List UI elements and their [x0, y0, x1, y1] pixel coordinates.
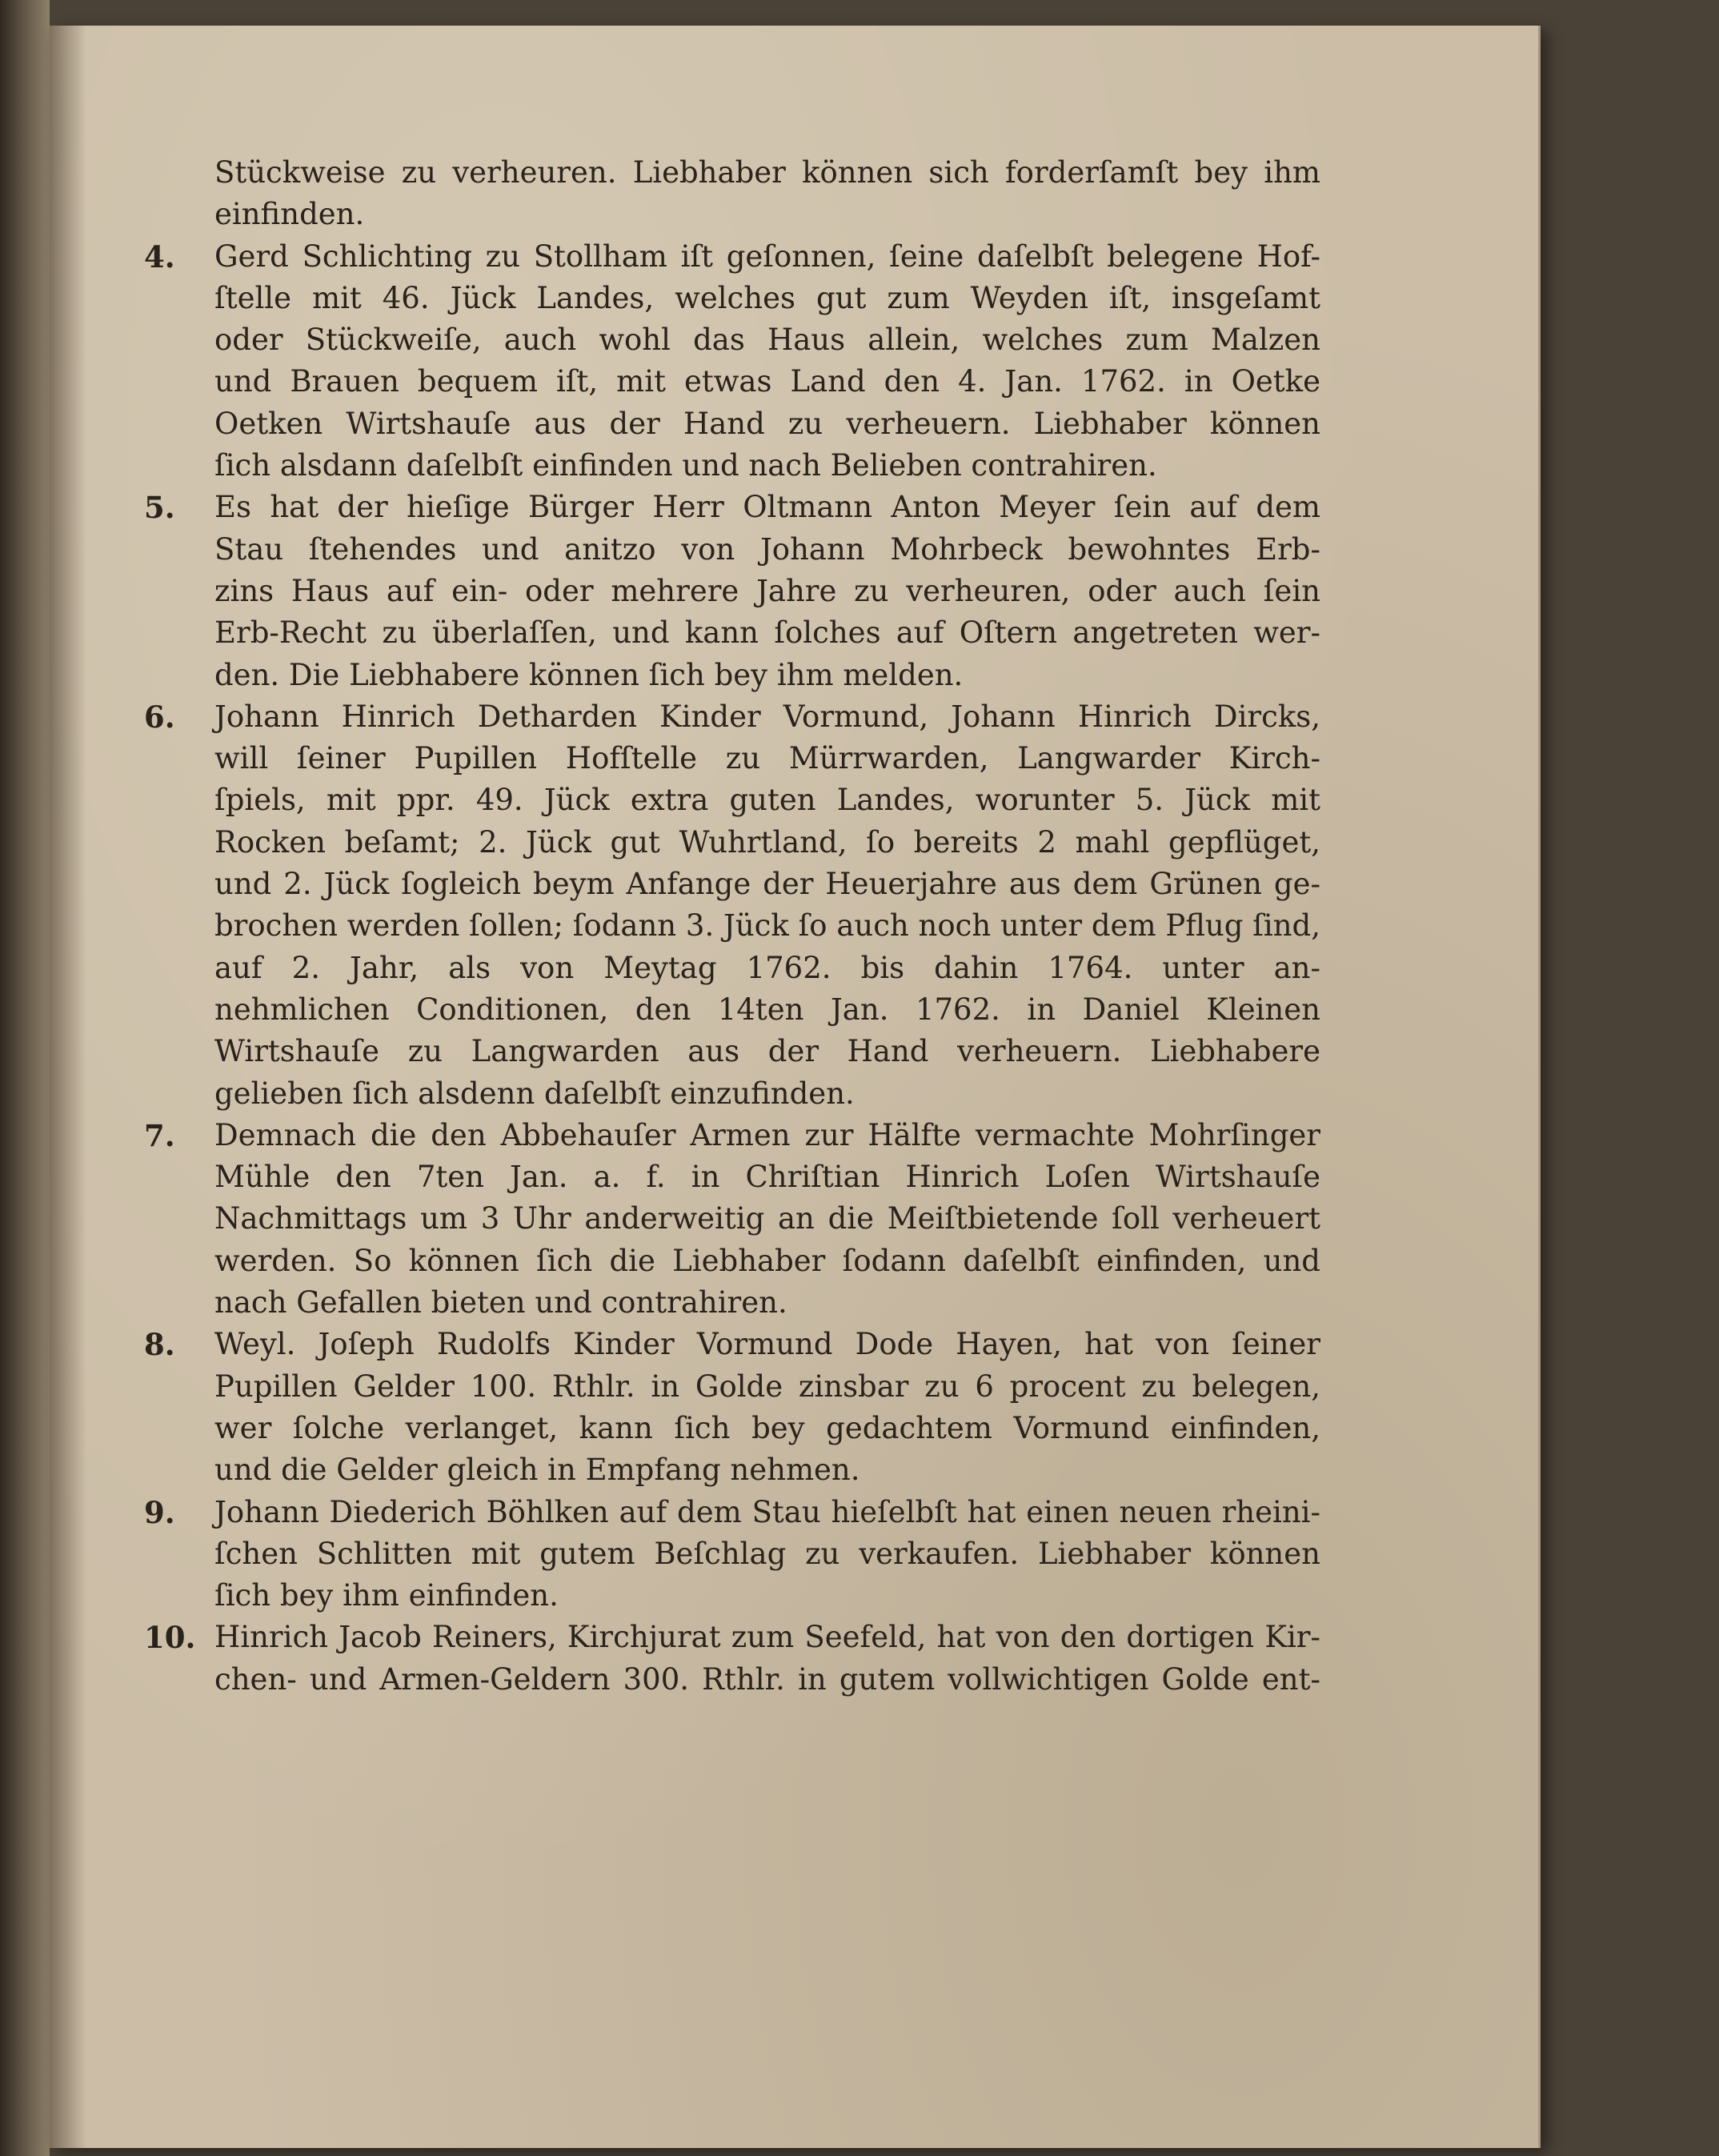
entry-body — [214, 1492, 1320, 1617]
text-line: und die Gelder gleich in Empfang nehmen. — [214, 1453, 860, 1488]
text-line: Hinrich Jacob Reiners, Kirchjurat zum Seefeld, hat von den dortigen Kir- — [214, 1620, 1320, 1655]
entry-number: 10. — [144, 1620, 196, 1656]
text-line: Stückweise zu verheuren. Liebhaber können sich forderſamſt bey ihm — [214, 155, 1320, 190]
text-line: oder Stückweiſe, auch wohl das Haus allein, welches zum Malzen — [214, 323, 1320, 358]
text-line: nach Gefallen bieten und contrahiren. — [214, 1285, 787, 1320]
text-line: chen- und Armen-Geldern 300. Rthlr. in gutem vollwichtigen Golde ent- — [214, 1661, 1320, 1697]
text-line: ſtelle mit 46. Jück Landes, welches gut zum Weyden iſt, insgeſamt — [214, 280, 1320, 315]
entry-body — [214, 696, 1320, 1115]
gutter-shadow — [50, 26, 86, 2148]
entry-body — [214, 236, 1320, 487]
text-line: gelieben ſich alsdenn daſelbſt einzufinden. — [214, 1076, 855, 1111]
text-line: will ſeiner Pupillen Hofſtelle zu Mürrwarden, Langwarder Kirch- — [214, 741, 1320, 776]
text-line: Wirtshauſe zu Langwarden aus der Hand verheuern. Liebhabere — [214, 1034, 1320, 1069]
entry-number: 9. — [144, 1494, 175, 1530]
entry-number: 4. — [144, 238, 175, 275]
text-line: den. Die Liebhabere können ſich bey ihm melden. — [214, 657, 964, 692]
text-line: Weyl. Joſeph Rudolfs Kinder Vormund Dode Hayen, hat von ſeiner — [214, 1327, 1320, 1362]
text-line: Johann Hinrich Detharden Kinder Vormund, Johann Hinrich Dircks, — [214, 699, 1320, 734]
entry-7 — [144, 1115, 1320, 1324]
entry-body — [214, 152, 1320, 236]
entry-4 — [144, 236, 1320, 487]
entry-number: 5. — [144, 490, 175, 526]
text-line: und 2. Jück ſogleich beym Anfange der Heuerjahre aus dem Grünen ge- — [214, 867, 1320, 902]
text-line: Rocken beſamt; 2. Jück gut Wuhrtland, ſo bereits 2 mahl gepflüget, — [214, 824, 1320, 860]
text-line: ſich bey ihm einfinden. — [214, 1578, 559, 1613]
binding-edge — [0, 0, 50, 2156]
entry-body — [214, 1324, 1320, 1491]
text-line: einfinden. — [214, 197, 365, 232]
entry-10 — [144, 1617, 1320, 1701]
text-line: auf 2. Jahr, als von Meytag 1762. bis dahin 1764. unter an- — [214, 950, 1320, 985]
entry-number: 8. — [144, 1327, 175, 1363]
entry-9 — [144, 1492, 1320, 1617]
entry-body — [214, 1617, 1320, 1701]
entry-body — [214, 1115, 1320, 1324]
entry-number: 6. — [144, 699, 175, 735]
text-line: Oetken Wirtshauſe aus der Hand zu verheuern. Liebhaber können — [214, 406, 1320, 441]
text-line: Erb-Recht zu überlaſſen, und kann ſolches auf Oſtern angetreten wer- — [214, 615, 1320, 651]
text-line: wer ſolche verlanget, kann ſich bey gedachtem Vormund einfinden, — [214, 1410, 1320, 1445]
text-line: Demnach die den Abbehauſer Armen zur Hälfte vermachte Mohrſinger — [214, 1117, 1320, 1152]
text-line: ſich alsdann daſelbſt einfinden und nach Belieben contrahiren. — [214, 448, 1157, 483]
text-line: ſchen Schlitten mit gutem Beſchlag zu verkaufen. Liebhaber können — [214, 1536, 1320, 1571]
text-line: zins Haus auf ein- oder mehrere Jahre zu verheuren, oder auch ſein — [214, 573, 1320, 608]
entry-8 — [144, 1324, 1320, 1491]
text-line: Pupillen Gelder 100. Rthlr. in Golde zinsbar zu 6 procent zu belegen, — [214, 1369, 1320, 1404]
text-line: Stau ſtehendes und anitzo von Johann Mohrbeck bewohntes Erb- — [214, 531, 1320, 567]
text-line: Mühle den 7ten Jan. a. f. in Chriſtian Hinrich Loſen Wirtshauſe — [214, 1160, 1320, 1195]
entry-5 — [144, 487, 1320, 695]
text-line: brochen werden ſollen; ſodann 3. Jück ſo auch noch unter dem Pflug ſind, — [214, 908, 1320, 944]
page-text — [144, 152, 1320, 1701]
text-line: Johann Diederich Böhlken auf dem Stau hieſelbſt hat einen neuen rheini- — [214, 1494, 1320, 1529]
text-line: Gerd Schlichting zu Stollham iſt geſonnen, ſeine daſelbſt belegene Hof- — [214, 238, 1320, 274]
entry-continuation — [144, 152, 1320, 236]
text-line: nehmlichen Conditionen, den 14ten Jan. 1762. in Daniel Kleinen — [214, 992, 1320, 1027]
text-line: Nachmittags um 3 Uhr anderweitig an die Meiſtbietende ſoll verheuert — [214, 1201, 1320, 1236]
text-line: werden. So können ſich die Liebhaber ſodann daſelbſt einfinden, und — [214, 1243, 1320, 1278]
entry-6 — [144, 696, 1320, 1115]
entry-number: 7. — [144, 1117, 175, 1153]
text-line: Es hat der hieſige Bürger Herr Oltmann Anton Meyer ſein auf dem — [214, 490, 1320, 525]
entry-body — [214, 487, 1320, 695]
text-line: und Brauen bequem iſt, mit etwas Land den 4. Jan. 1762. in Oetke — [214, 364, 1320, 399]
text-line: ſpiels, mit ppr. 49. Jück extra guten Landes, worunter 5. Jück mit — [214, 783, 1320, 818]
